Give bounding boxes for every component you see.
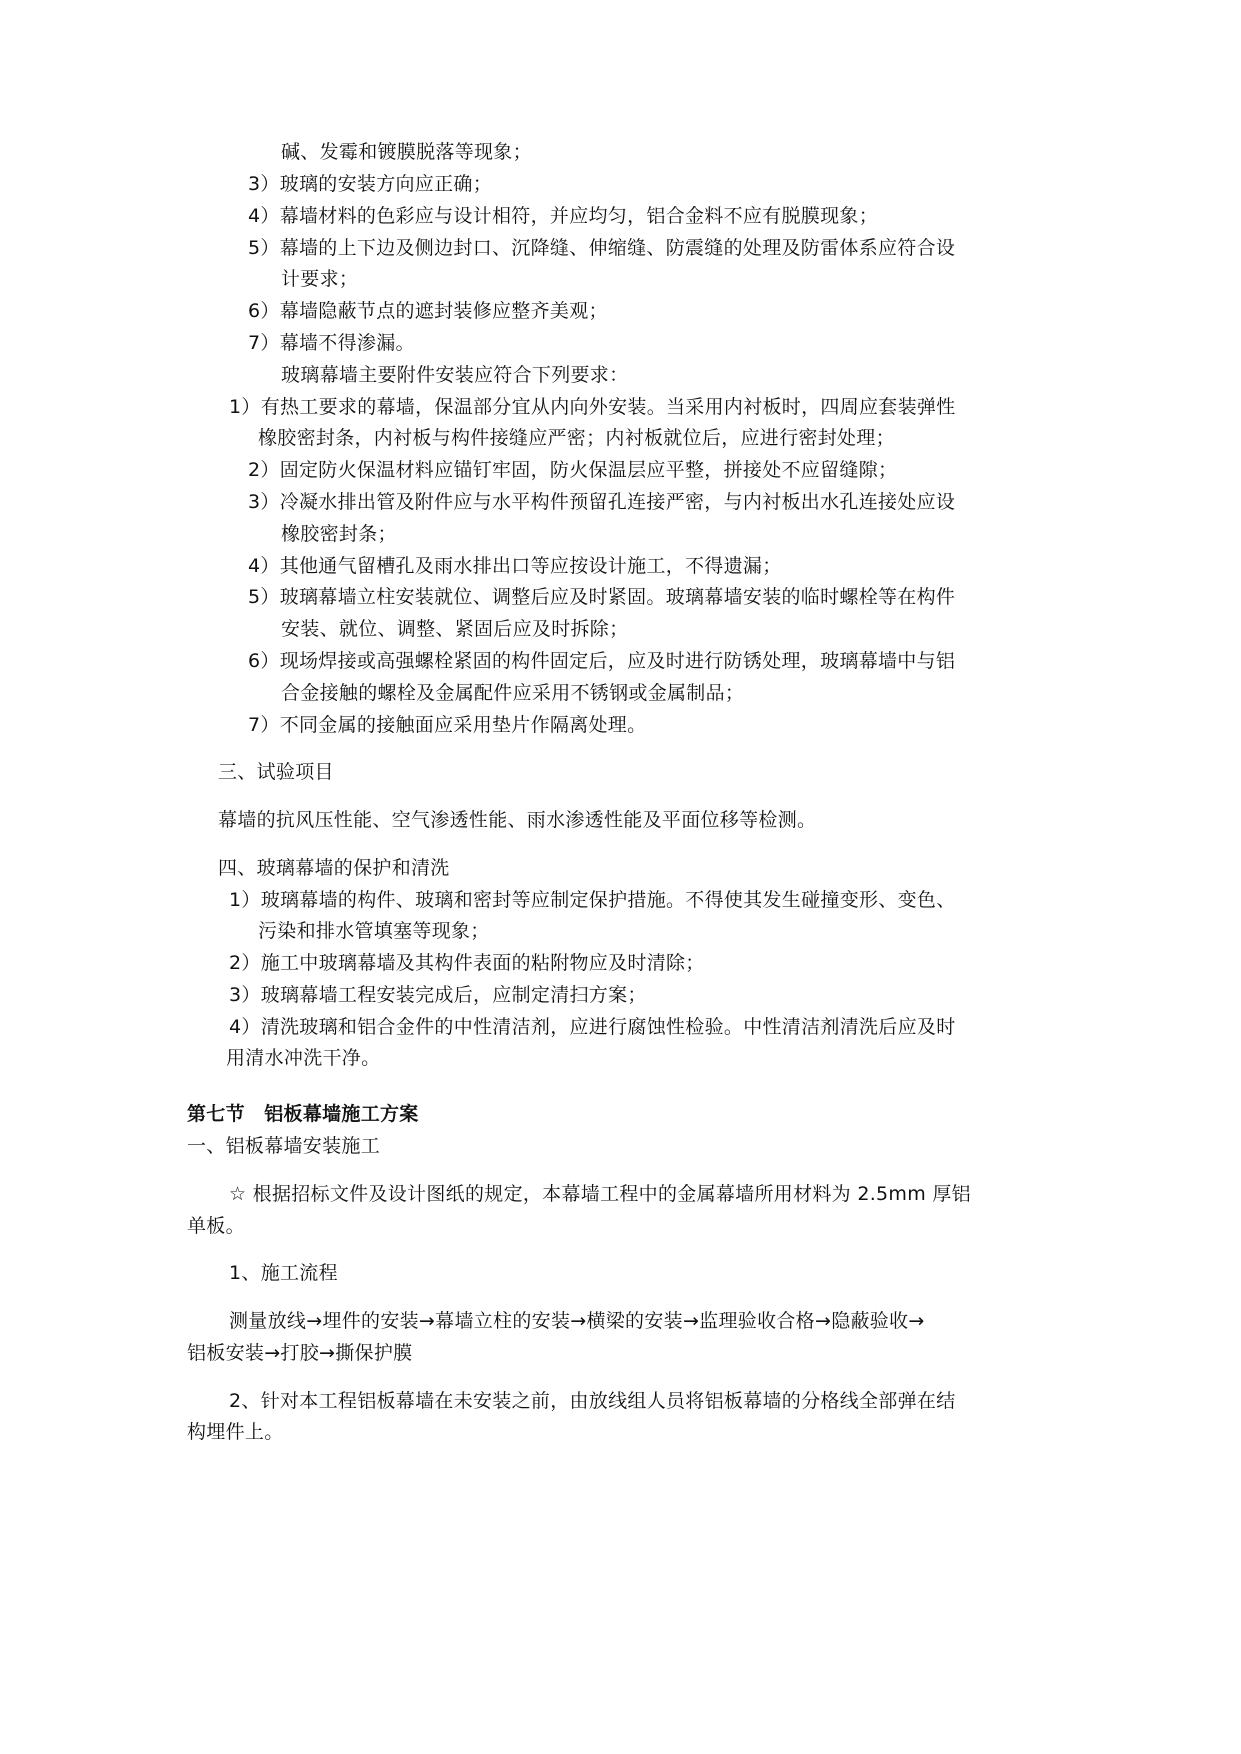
section-heading: 一、铝板幕墙安装施工	[187, 1135, 381, 1157]
section-heading: 四、玻璃幕墙的保护和清洗	[218, 857, 450, 879]
text-line: 单板。	[187, 1215, 245, 1237]
text-line: 构埋件上。	[187, 1421, 284, 1443]
paragraph: 幕墙的抗风压性能、空气渗透性能、雨水渗透性能及平面位移等检测。	[218, 809, 817, 831]
section-heading: 三、试验项目	[218, 761, 334, 783]
text-line: 计要求；	[281, 268, 359, 290]
list-item: 7）不同金属的接触面应采用垫片作隔离处理。	[248, 714, 647, 736]
text-line: 污染和排水管填塞等现象；	[258, 920, 490, 942]
list-item: 3）玻璃幕墙工程安装完成后，应制定清扫方案；	[229, 984, 647, 1006]
list-item: 7）幕墙不得渗漏。	[248, 332, 415, 354]
text-line: 碱、发霉和镀膜脱落等现象；	[281, 141, 532, 163]
chapter-heading: 第七节 铝板幕墙施工方案	[187, 1103, 419, 1125]
text-line: 用清水冲洗干净。	[226, 1047, 381, 1069]
paragraph: 2、针对本工程铝板幕墙在未安装之前，由放线组人员将铝板幕墙的分格线全部弹在结	[229, 1390, 956, 1412]
text-line: 铝板安装→打胶→撕保护膜	[187, 1342, 413, 1364]
text-line: 安装、就位、调整、紧固后应及时拆除；	[281, 618, 629, 640]
sub-heading: 1、施工流程	[229, 1262, 338, 1284]
paragraph: ☆ 根据招标文件及设计图纸的规定，本幕墙工程中的金属幕墙所用材料为 2.5mm 厚铝	[229, 1183, 971, 1205]
list-item: 4）幕墙材料的色彩应与设计相符，并应均匀，铝合金料不应有脱膜现象；	[248, 205, 878, 227]
list-item: 5）幕墙的上下边及侧边封口、沉降缝、伸缩缝、防震缝的处理及防雷体系应符合设	[248, 237, 956, 259]
paragraph: 测量放线→埋件的安装→幕墙立柱的安装→横梁的安装→监理验收合格→隐蔽验收→	[229, 1310, 925, 1332]
text-line: 玻璃幕墙主要附件安装应符合下列要求：	[281, 364, 629, 386]
list-item: 1）玻璃幕墙的构件、玻璃和密封等应制定保护措施。不得使其发生碰撞变形、变色、	[229, 889, 956, 911]
list-item: 6）幕墙隐蔽节点的遮封装修应整齐美观；	[248, 300, 608, 322]
text-line: 橡胶密封条，内衬板与构件接缝应严密；内衬板就位后，应进行密封处理；	[258, 427, 895, 449]
list-item: 4）清洗玻璃和铝合金件的中性清洁剂，应进行腐蚀性检验。中性清洁剂清洗后应及时	[229, 1016, 956, 1038]
list-item: 3）玻璃的安装方向应正确；	[248, 173, 492, 195]
list-item: 4）其他通气留槽孔及雨水排出口等应按设计施工，不得遗漏；	[248, 555, 782, 577]
list-item: 6）现场焊接或高强螺栓紧固的构件固定后，应及时进行防锈处理，玻璃幕墙中与铝	[248, 650, 956, 672]
list-item: 2）固定防火保温材料应锚钉牢固，防火保温层应平整，拼接处不应留缝隙；	[248, 459, 898, 481]
text-line: 合金接触的螺栓及金属配件应采用不锈钢或金属制品；	[281, 682, 745, 704]
text-line: 橡胶密封条；	[281, 523, 397, 545]
list-item: 2）施工中玻璃幕墙及其构件表面的粘附物应及时清除；	[229, 952, 705, 974]
list-item: 1）有热工要求的幕墙，保温部分宜从内向外安装。当采用内衬板时，四周应套装弹性	[229, 396, 956, 418]
list-item: 3）冷凝水排出管及附件应与水平构件预留孔连接严密，与内衬板出水孔连接处应设	[248, 491, 956, 513]
list-item: 5）玻璃幕墙立柱安装就位、调整后应及时紧固。玻璃幕墙安装的临时螺栓等在构件	[248, 586, 956, 608]
